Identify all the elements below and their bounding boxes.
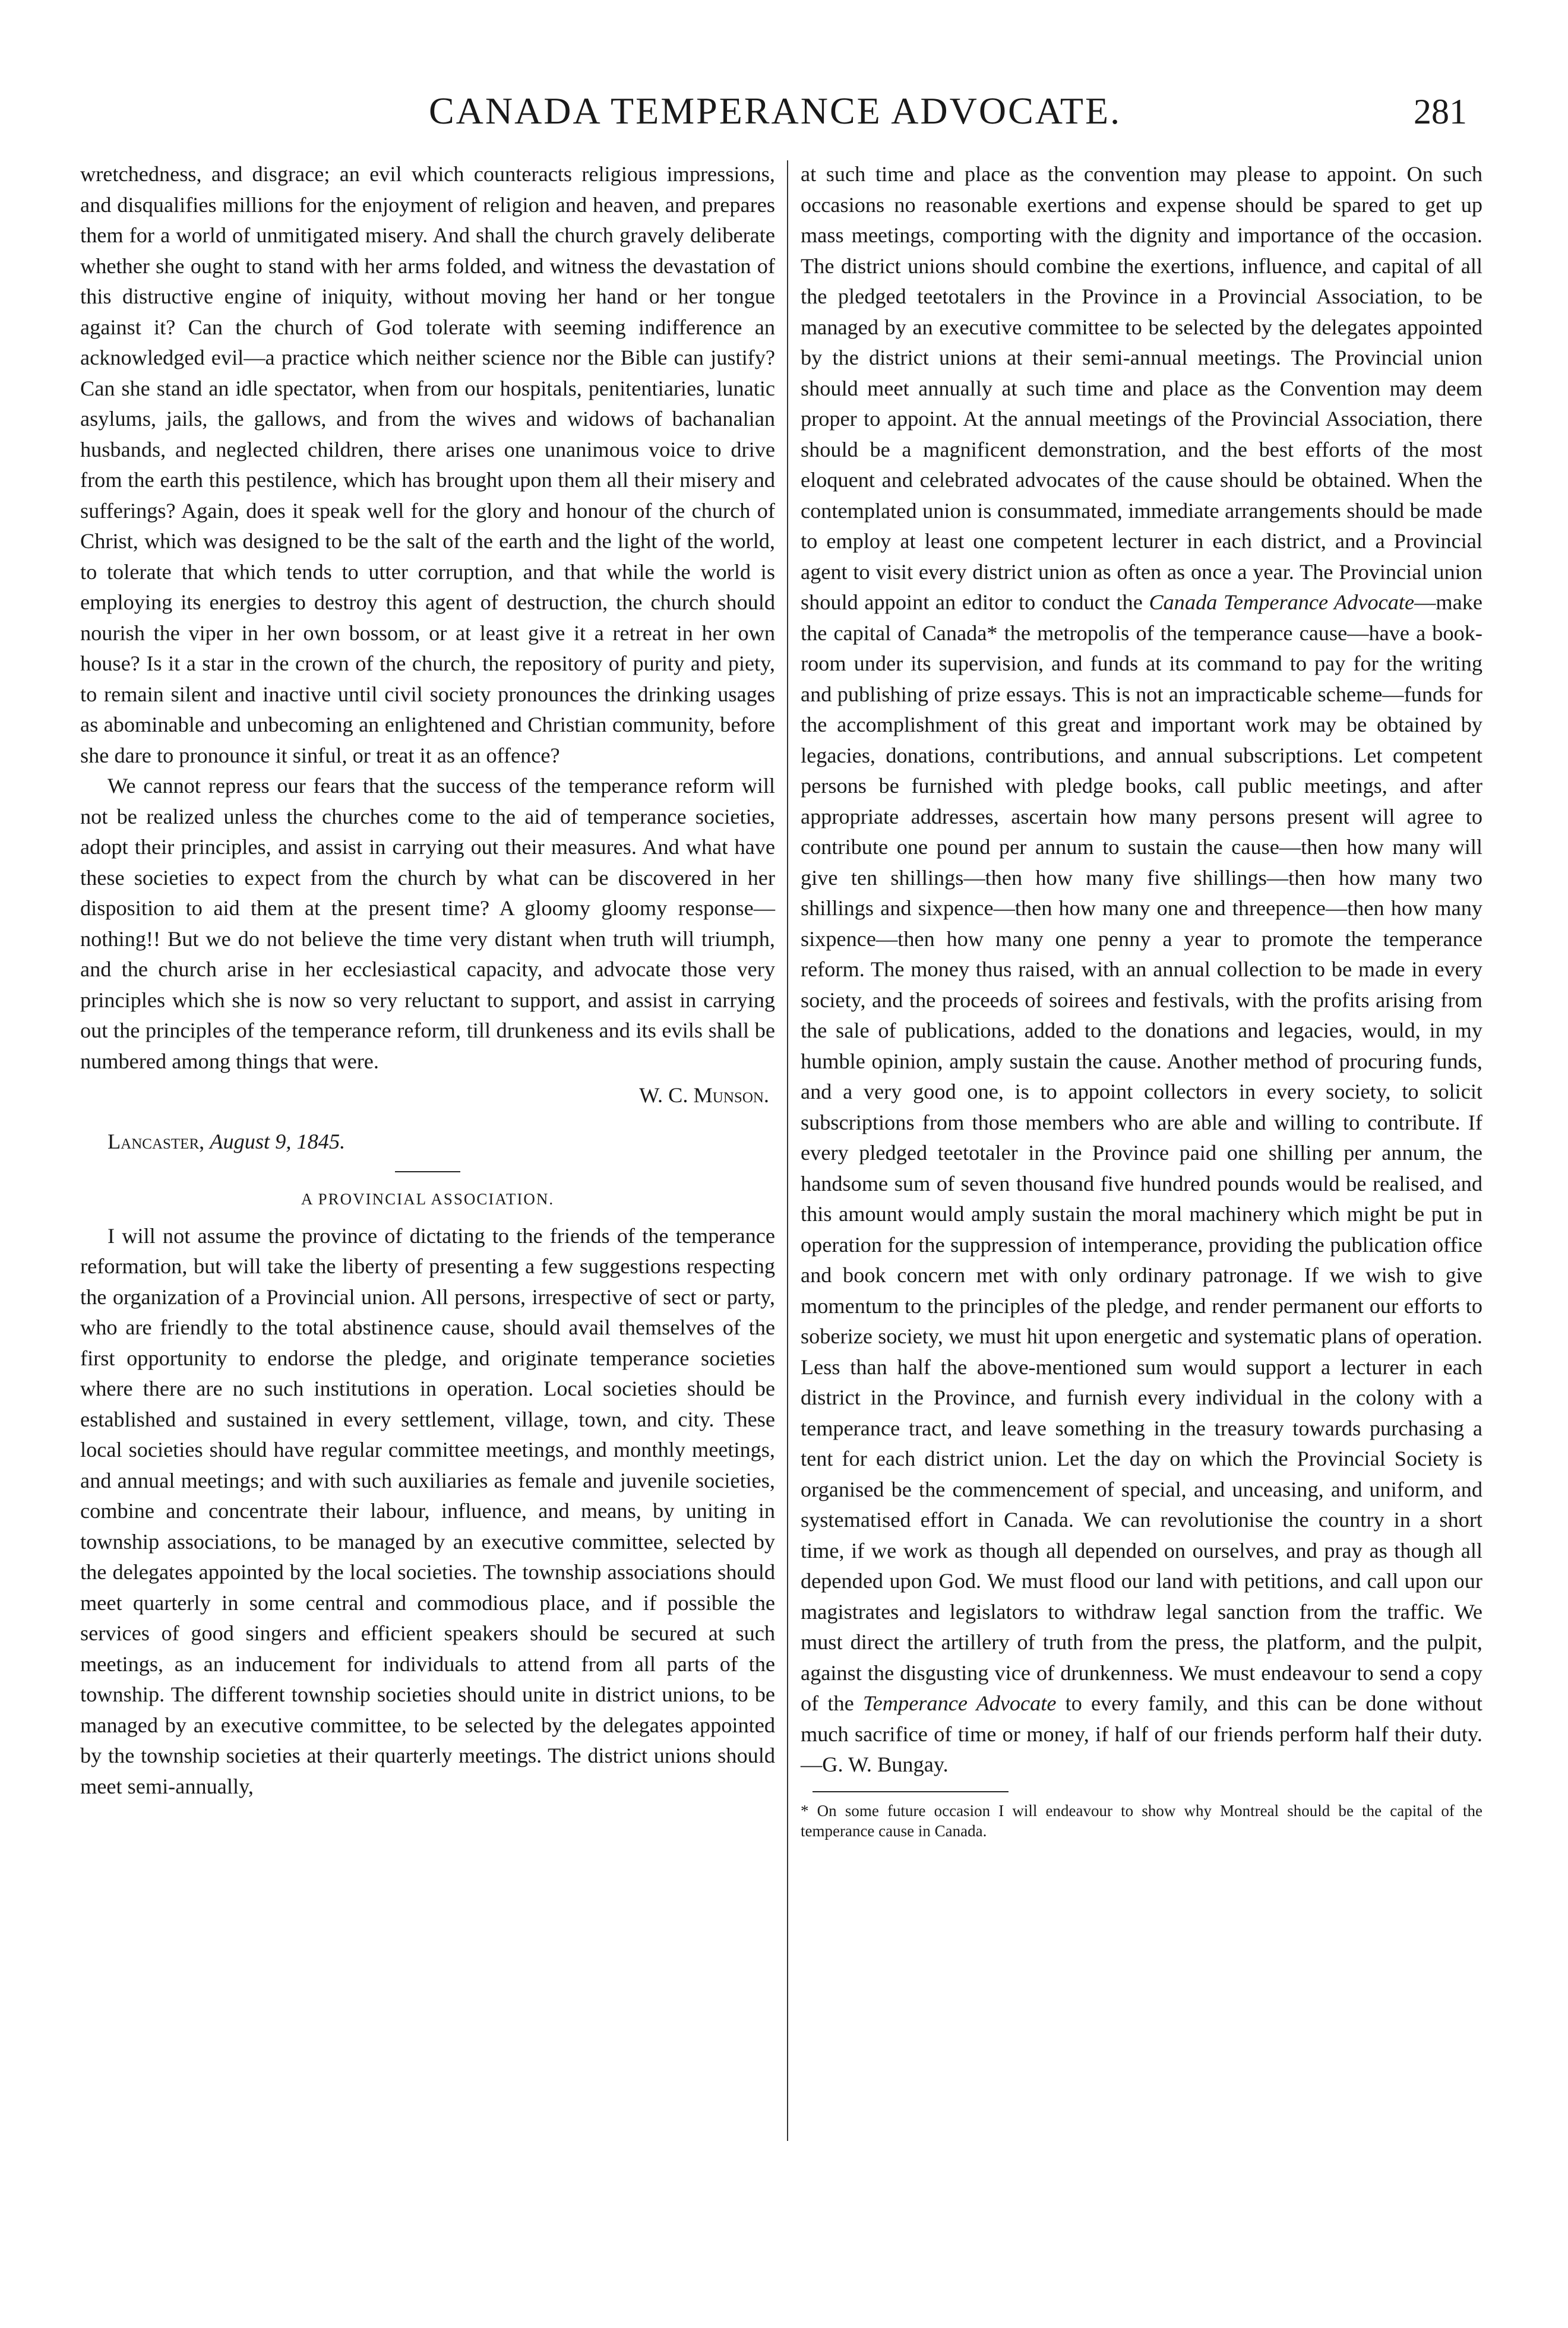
publication-name-italic: Canada Temperance Advocate <box>1149 590 1415 614</box>
article-paragraph-3: I will not assume the province of dictating to the friends of the temperance reformation, but will take the liberty of presenting a few suggestions respecting the organization of a Provincial union. All persons, irrespective of sect or party, who are friendly to the total abstinence cause, should avail themselves of the first opportunity to endorse the pledge, and originate temperance societies where there are no such institutions in operation. Local societies should be established and sustained in every settlement, village, town, and city. These local societies should have regular committee meetings, and monthly meetings, and annual meetings; and with such auxiliaries as female and juvenile societies, combine and concentrate their labour, influence, and means, by uniting in township associations, to be managed by an executive committee, selected by the delegates appointed by the local societies. The township associations should meet quarterly in some central and commodious place, and if possible the services of good singers and efficient speakers should be secured at such meetings, as an inducement for individuals to attend from all parts of the township. The different township societies should unite in district unions, to be managed by an executive committee, to be selected by the delegates appointed by the township societies at their quarterly meetings. The district unions should meet semi-annually, <box>80 1223 775 1798</box>
publication-name-italic-2: Temperance Advocate <box>862 1691 1057 1715</box>
page-header <box>83 89 1467 154</box>
dateline <box>80 1127 775 1157</box>
author-signature: W. C. Munson. <box>639 1083 769 1107</box>
paragraph-text-3: to every family, and this can be done without much sacrifice of time or money, if half of our friends perform half their duty.—G. W. Bungay. <box>801 1691 1483 1776</box>
article-paragraph-1: wretchedness, and disgrace; an evil which counteracts religious impressions, and disqualifies millions for the enjoyment of religion and heaven, and prepares them for a world of unmitigated misery. And shall the church gravely deliberate whether she ought to stand with her arms folded, and witness the devastation of this distructive engine of iniquity, without moving her hand or her tongue against it? Can the church of God tolerate with seeming indifference an acknowledged evil—a practice which neither science nor the Bible can justify? Can she stand an idle spectator, when from our hospitals, penitentiaries, lunatic asylums, jails, the gallows, and from the wives and widows of bachanalian husbands, and neglected children, there arises one unanimous voice to drive from the earth this pestilence, which has brought upon them all their misery and sufferings? Again, does it speak well for the glory and honour of the church of Christ, which was designed to be the salt of the earth and the light of the world, to tolerate that which tends to utter corruption, and that while the world is employing its energies to destroy this agent of destruction, the church should nourish the viper in her own bossom, or at least give it a retreat in her own house? Is it a star in the crown of the church, the repository of purity and piety, to remain silent and inactive until civil society pronounces the drinking usages as abominable and unbecoming an enlightened and Christian community, before she dare to pronounce it sinful, or treat it as an offence? <box>80 162 775 767</box>
dateline-place: Lancaster, <box>108 1129 205 1153</box>
right-column <box>801 159 1482 1841</box>
footnote-divider <box>813 1791 1009 1792</box>
left-column <box>80 159 775 1802</box>
dateline-date: August 9, 1845. <box>210 1129 346 1153</box>
article-paragraph-continued <box>801 159 1482 1780</box>
section-heading: A PROVINCIAL ASSOCIATION. <box>301 1190 555 1208</box>
section-divider <box>395 1171 460 1172</box>
page-number: 281 <box>1414 92 1467 131</box>
paragraph-text-2: —make the capital of Canada* the metropolis of the temperance cause—have a book-room under its supervision, and funds at its command to pay for the writing and publishing of prize essays. This is not an impracticable scheme—funds for the accomplishment of this great and important work may be obtained by legacies, donations, contributions, and annual subscriptions. Let competent persons be furnished with pledge books, call public meetings, and after appropriate addresses, ascertain how many persons present will agree to contribute one pound per annum to sustain the cause—then how many will give ten shillings—then how many five shillings—then how many two shillings and sixpence—then how many one and threepence—then how many sixpence—then how many one penny a year to promote the temperance reform. The money thus raised, with an annual collection to be made in every society, and the proceeds of soirees and festivals, with the profits arising from the sale of publications, added to the donations and legacies, would, in my humble opinion, amply sustain the cause. Another method of procuring funds, and a very good one, is to appoint collectors in every society, to solicit subscriptions from those members who are able and willing to contribute. If every pledged teetotaler in the Province paid one shilling per annum, the handsome sum of seven thousand five hundred pounds would be realised, and this amount would amply sustain the moral machinery which might be put in operation for the suppression of intemperance, providing the publication office and book concern met with only ordinary patronage. If we wish to give momentum to the principles of the pledge, and render permanent our efforts to soberize society, we must hit upon energetic and systematic plans of operation. Less than half the above-mentioned sum would support a lecturer in each district in the Province, and furnish every individual in the colony with a temperance tract, and leave something in the treasury towards purchasing a tent for each district union. Let the day on which the Provincial Society is organised be the commencement of special, and unceasing, and uniform, and systematised effort in Canada. We can revolutionise the country in a short time, if we work as though all depended on ourselves, and pray as though all depended upon God. We must flood our land with petitions, and call upon our magistrates and legislators to withdraw legal sanction from the traffic. We must direct the artillery of truth from the press, the platform, and the pulpit, against the disgusting vice of drunkenness. We must endeavour to send a copy of the <box>801 590 1482 1715</box>
article-paragraph-2: We cannot repress our fears that the success of the temperance reform will not be realized unless the churches come to the aid of temperance societies, adopt their principles, and assist in carrying out their measures. And what have these societies to expect from the church by what can be discovered in her disposition to aid them at the present time? A gloomy gloomy response—nothing!! But we do not believe the time very distant when truth will triumph, and the church arise in her ecclesiastical capacity, and advocate those very principles which she is now so very reluctant to support, and assist in carrying out the principles of the temperance reform, till drunkeness and its evils shall be numbered among things that were. <box>80 774 775 1073</box>
paragraph-text-1: at such time and place as the convention may please to appoint. On such occasions no reasonable exertions and expense should be spared to get up mass meetings, comporting with the dignity and importance of the occasion. The district unions should combine the exertions, influence, and capital of all the pledged teetotalers in the Province in a Provincial Association, to be managed by an executive committee to be selected by the delegates appointed by the district unions at their semi-annual meetings. The Provincial union should meet annually at such time and place as the Convention may deem proper to appoint. At the annual meetings of the Provincial Association, there should be a magnificent demonstration, and the best efforts of the most eloquent and celebrated advocates of the cause should be obtained. When the contemplated union is consummated, immediate arrangements should be made to employ at least one competent lecturer in each district, and a Provincial agent to visit every district union as often as once a year. The Provincial union should appoint an editor to conduct the <box>801 162 1482 614</box>
footnote: * On some future occasion I will endeavour to show why Montreal should be the capital of the temperance cause in Canada. <box>801 1801 1482 1840</box>
publication-title: CANADA TEMPERANCE ADVOCATE. <box>428 90 1122 132</box>
column-divider <box>787 160 788 2141</box>
